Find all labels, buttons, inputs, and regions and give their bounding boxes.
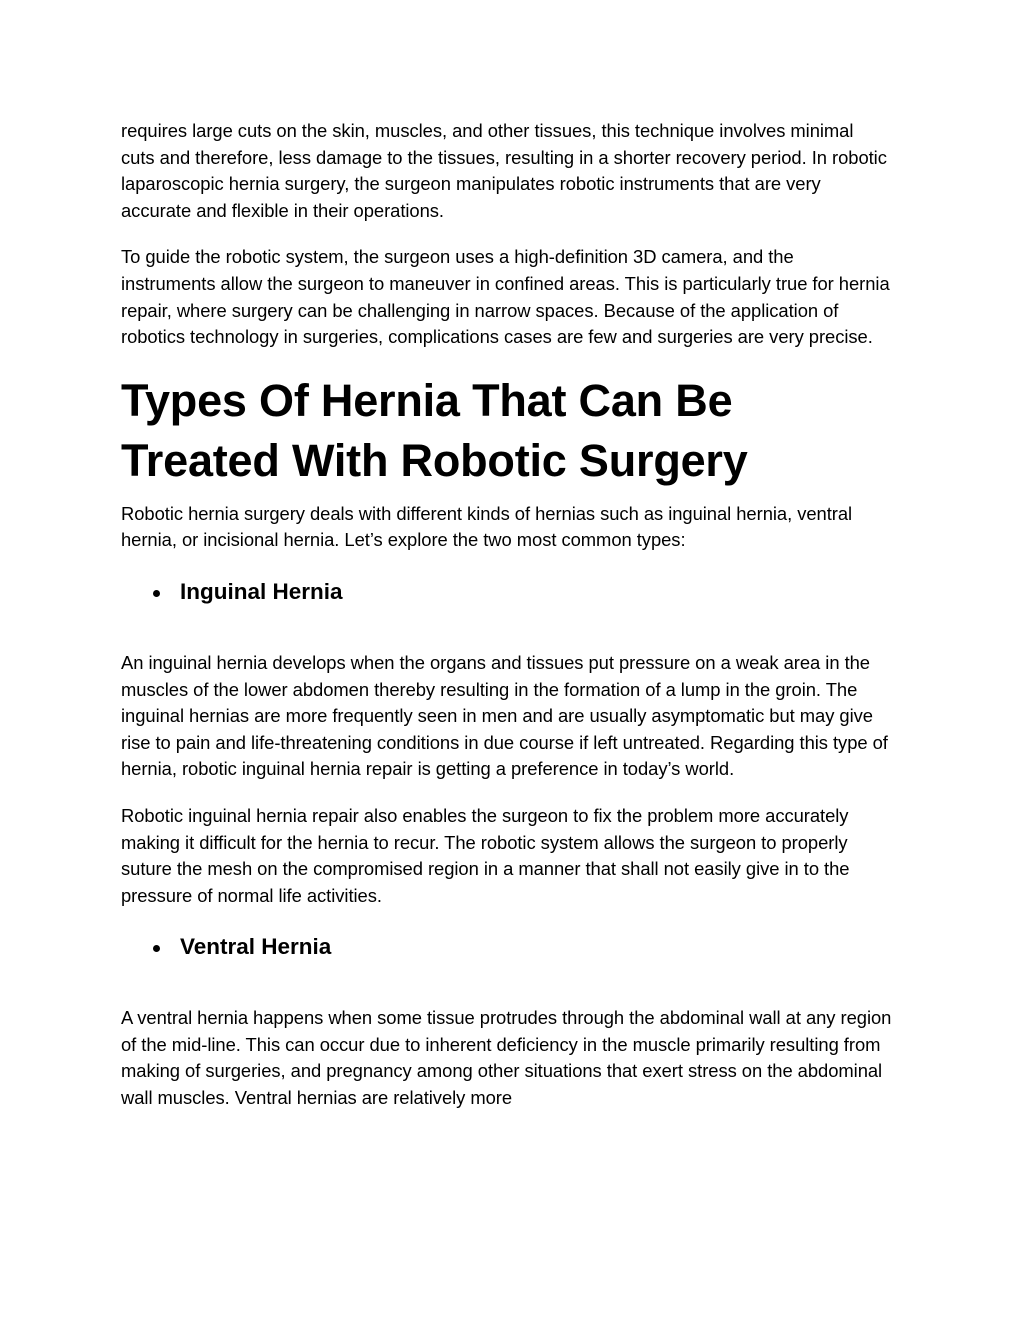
document-page <box>121 118 911 1112</box>
bullet-dot-icon <box>153 945 160 952</box>
bullet-ventral-hernia <box>121 927 911 967</box>
section-heading-types: Types Of Hernia That Can Be Treated With Robotic Surgery <box>121 374 748 486</box>
paragraph-inguinal-description: An inguinal hernia develops when the organs and tissues put pressure on a weak area in the muscles of the lower abdomen thereby resulting in the formation of a lump in the groin. The inguinal hernias are more frequently seen in men and are usually asymptomatic but may give rise to pain and life-threatening conditions in due course if left untreated. Regarding this type of hernia, robotic inguinal hernia repair is getting a preference in today’s world. <box>121 651 888 780</box>
paragraph-intro: requires large cuts on the skin, muscles, and other tissues, this technique involves minimal cuts and therefore, less damage to the tissues, resulting in a shorter recovery period. In robotic laparoscopic hernia surgery, the surgeon manipulates robotic instruments that are very accurate and flexible in their operations. <box>121 120 887 221</box>
paragraph-inguinal-repair: Robotic inguinal hernia repair also enables the surgeon to fix the problem more accurately making it difficult for the hernia to recur. The robotic system allows the surgeon to properly suture the mesh on the compromised region in a manner that shall not easily give in to the pressure of normal life activities. <box>121 804 850 906</box>
paragraph-types-overview: Robotic hernia surgery deals with different kinds of hernias such as inguinal hernia, ventral hernia, or incisional hernia. Let’s explore the two most common types: <box>121 502 853 551</box>
subheading-ventral-hernia: Ventral Hernia <box>180 934 332 960</box>
paragraph-ventral-description: A ventral hernia happens when some tissue protrudes through the abdominal wall at any region of the mid-line. This can occur due to inherent deficiency in the muscle primarily resulting from making of surgeries, and pregnancy among other situations that exert stress on the abdominal wall muscles. Ventral hernias are relatively more <box>121 1007 892 1109</box>
subheading-inguinal-hernia: Inguinal Hernia <box>180 578 343 604</box>
bullet-dot-icon <box>153 590 160 597</box>
paragraph-robotic-system: To guide the robotic system, the surgeon uses a high-definition 3D camera, and the instruments allow the surgeon to maneuver in confined areas. This is particularly true for hernia repair, where surgery can be challenging in narrow spaces. Because of the application of robotics technology in surgeries, complications cases are few and surgeries are very precise. <box>121 246 890 348</box>
bullet-inguinal-hernia <box>121 572 911 612</box>
